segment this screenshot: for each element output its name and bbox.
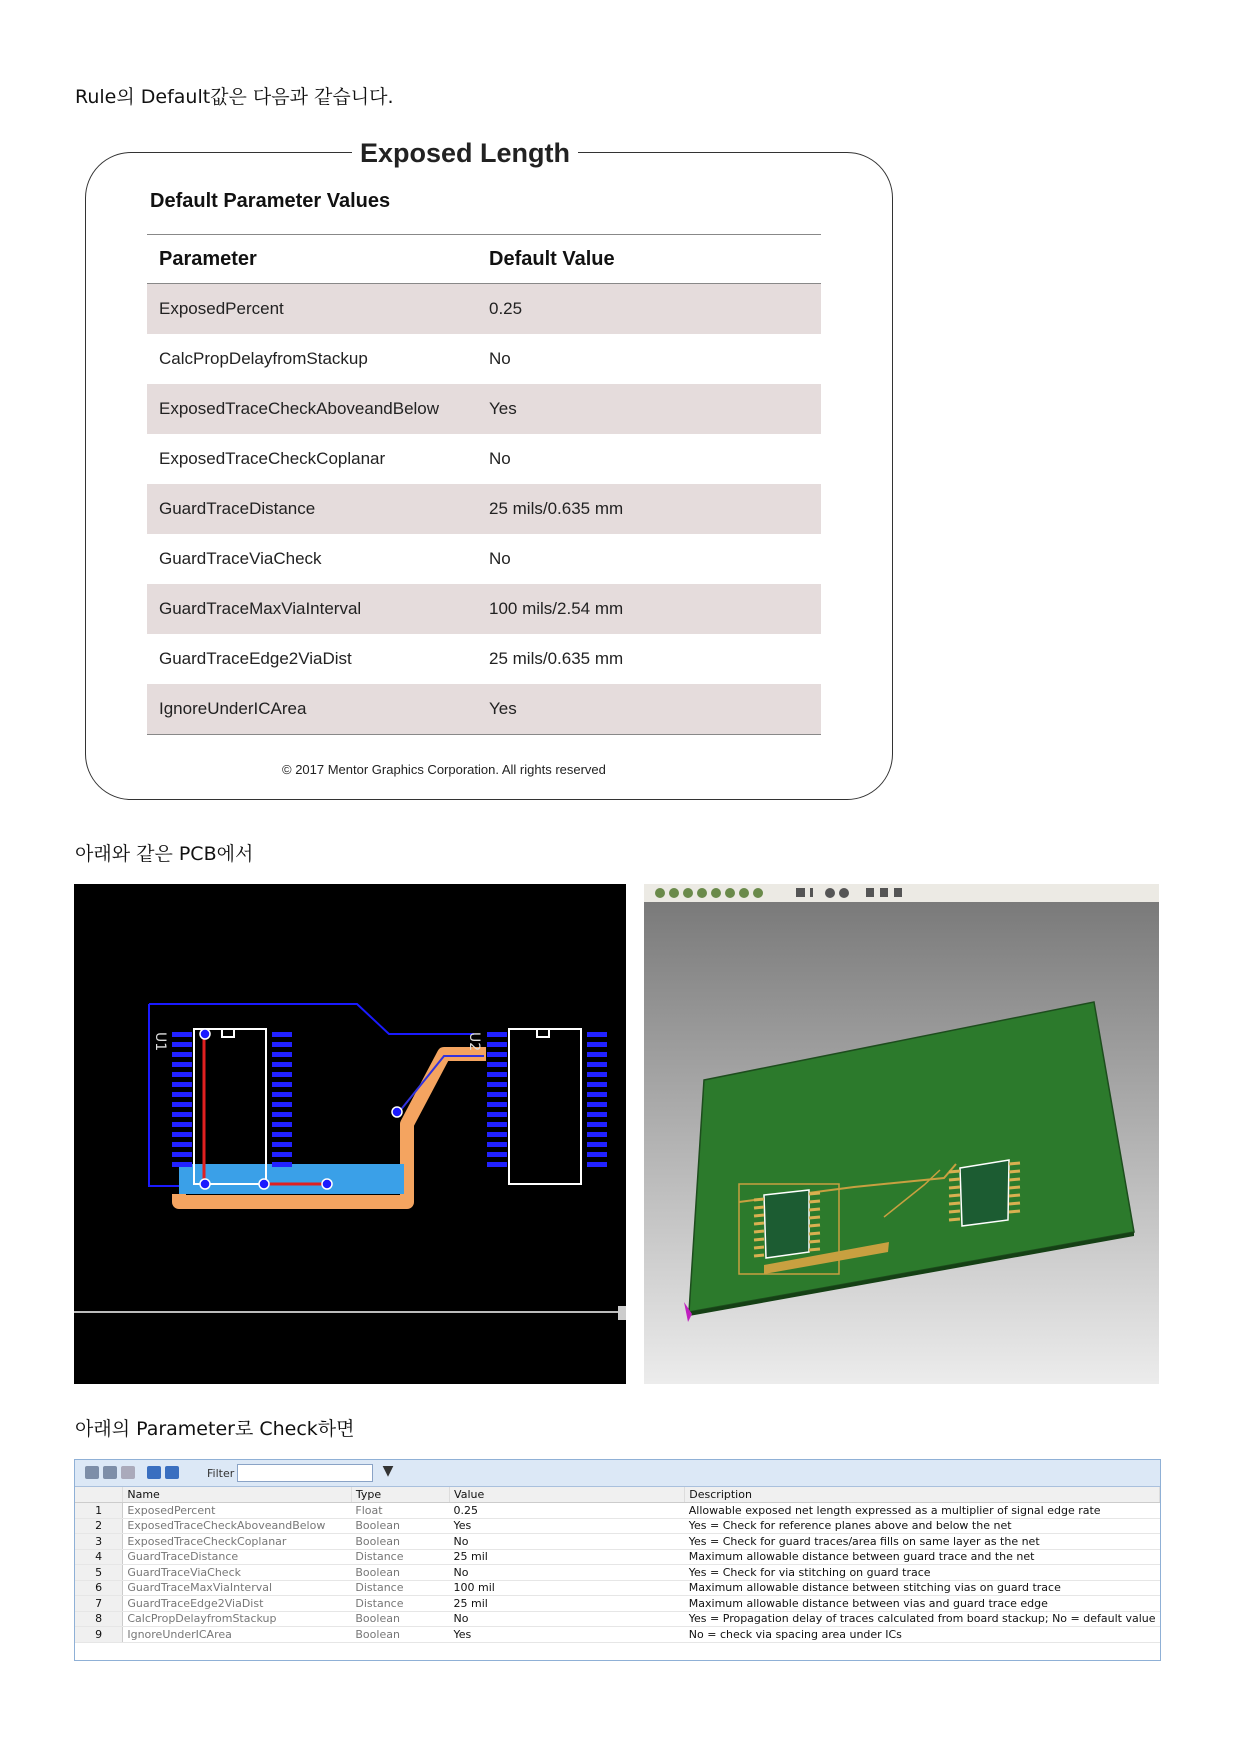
header-parameter: Parameter	[147, 235, 477, 284]
table-row: ExposedPercent 0.25	[147, 284, 821, 335]
u1-label: U1	[152, 1032, 168, 1052]
col-type: Type	[351, 1487, 449, 1503]
print-icon[interactable]	[103, 1466, 117, 1479]
parameter-grid	[74, 1459, 1161, 1661]
table-row[interactable]: 6 GuardTraceMaxViaInterval Distance 100 mil Maximum allowable distance between stitching vias on guard trace	[75, 1580, 1160, 1596]
table-row[interactable]: 8 CalcPropDelayfromStackup Boolean No Yes = Propagation delay of traces calculated from board stackup; No = default value	[75, 1611, 1160, 1627]
col-name: Name	[123, 1487, 352, 1503]
table-row[interactable]: 5 GuardTraceViaCheck Boolean No Yes = Check for via stitching on guard trace	[75, 1565, 1160, 1581]
copyright-text: © 2017 Mentor Graphics Corporation. All rights reserved	[282, 762, 606, 777]
intro-text-1: Rule의 Default값은 다음과 같습니다.	[75, 86, 394, 108]
filter-label: Filter	[207, 1467, 235, 1480]
3d-toolbar-icons[interactable]	[644, 884, 924, 902]
table-row[interactable]: 7 GuardTraceEdge2ViaDist Distance 25 mil Maximum allowable distance between vias and guard trace edge	[75, 1596, 1160, 1612]
copy-icon[interactable]	[121, 1466, 135, 1479]
table-row: ExposedTraceCheckCoplanar No	[159, 449, 511, 468]
filter-icon[interactable]: ▼	[382, 1463, 394, 1479]
3d-board-render	[644, 902, 1159, 1384]
card-title: Exposed Length	[352, 138, 578, 169]
parameter-table	[75, 1487, 1160, 1643]
table-row: GuardTraceMaxViaInterval 100 mils/2.54 mm	[147, 584, 821, 634]
grid-toolbar	[75, 1460, 1160, 1487]
table-row[interactable]: 9 IgnoreUnderICArea Boolean Yes No = check via spacing area under ICs	[75, 1627, 1160, 1643]
table-row[interactable]: 1 ExposedPercent Float 0.25 Allowable exposed net length expressed as a multiplier of signal edge rate	[75, 1503, 1160, 1519]
table-row: IgnoreUnderICArea Yes	[147, 684, 821, 735]
filter-input[interactable]	[237, 1464, 373, 1482]
back-arrow-icon[interactable]	[147, 1466, 161, 1479]
table-row[interactable]: 4 GuardTraceDistance Distance 25 mil Maximum allowable distance between guard trace and the net	[75, 1549, 1160, 1565]
table-row: CalcPropDelayfromStackup No	[159, 349, 511, 368]
pcb-3d-view[interactable]	[644, 884, 1159, 1384]
intro-text-2: 아래와 같은 PCB에서	[75, 843, 254, 865]
table-row: GuardTraceEdge2ViaDist 25 mils/0.635 mm	[159, 649, 624, 668]
properties-icon[interactable]	[85, 1466, 99, 1479]
pcb-layout-drawing	[74, 884, 626, 1384]
table-row[interactable]: 3 ExposedTraceCheckCoplanar Boolean No Yes = Check for guard traces/area fills on same layer as the net	[75, 1534, 1160, 1550]
default-parameter-table	[147, 234, 821, 735]
col-index	[75, 1487, 123, 1503]
3d-toolbar[interactable]	[644, 884, 1159, 903]
col-description: Description	[685, 1487, 1160, 1503]
table-row: GuardTraceDistance 25 mils/0.635 mm	[147, 484, 821, 534]
card-subtitle: Default Parameter Values	[150, 190, 391, 212]
table-row: GuardTraceViaCheck No	[159, 549, 511, 568]
intro-text-3: 아래의 Parameter로 Check하면	[75, 1418, 355, 1440]
header-default-value: Default Value	[477, 235, 821, 284]
pcb-layout-view[interactable]	[74, 884, 626, 1384]
col-value: Value	[450, 1487, 685, 1503]
table-row[interactable]: 2 ExposedTraceCheckAboveandBelow Boolean Yes Yes = Check for reference planes above and below the net	[75, 1518, 1160, 1534]
forward-arrow-icon[interactable]	[165, 1466, 179, 1479]
u2-label: U2	[466, 1032, 482, 1052]
table-row: ExposedTraceCheckAboveandBelow Yes	[147, 384, 821, 434]
